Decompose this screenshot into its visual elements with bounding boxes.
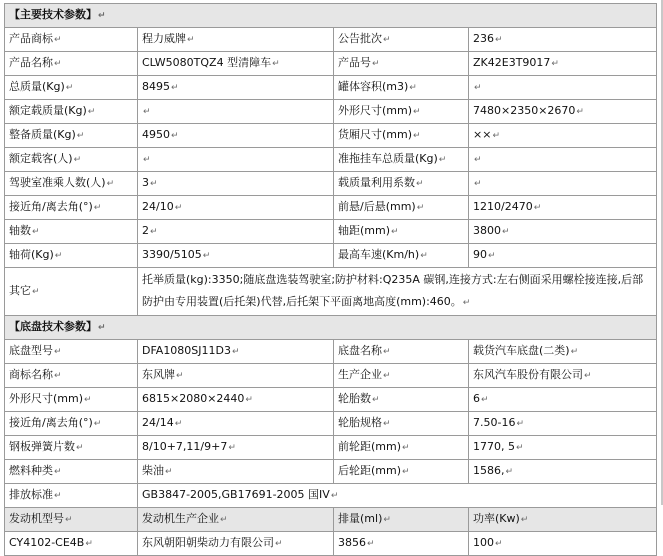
cell-text: 货厢尺寸(mm) xyxy=(338,128,413,141)
table-cell xyxy=(334,220,469,244)
cell-text: 轮胎规格 xyxy=(338,416,382,429)
paragraph-mark-icon: ↵ xyxy=(98,11,106,21)
cell-text: 1586, xyxy=(473,464,505,477)
section-title xyxy=(5,316,657,340)
table-row xyxy=(5,484,657,508)
paragraph-mark-icon: ↵ xyxy=(383,419,391,429)
table-cell xyxy=(469,220,657,244)
cell-text: 驾驶室准乘人数(人) xyxy=(9,176,106,189)
table-cell xyxy=(5,148,138,172)
table-row xyxy=(5,460,657,484)
cell-text: 3 xyxy=(142,176,149,189)
cell-text: DFA1080SJ11D3 xyxy=(142,344,231,357)
table-cell xyxy=(334,388,469,412)
paragraph-mark-icon: ↵ xyxy=(202,251,211,261)
paragraph-mark-icon: ↵ xyxy=(65,83,74,93)
table-cell xyxy=(5,100,138,124)
section-header-row xyxy=(5,316,657,340)
table-cell xyxy=(5,340,138,364)
paragraph-mark-icon: ↵ xyxy=(54,467,62,477)
paragraph-mark-icon: ↵ xyxy=(383,371,391,381)
paragraph-mark-icon: ↵ xyxy=(54,35,62,45)
table-cell xyxy=(138,244,334,268)
paragraph-mark-icon: ↵ xyxy=(65,515,73,525)
cell-text: 钢板弹簧片数 xyxy=(9,440,75,453)
paragraph-mark-icon: ↵ xyxy=(372,395,380,405)
paragraph-mark-icon: ↵ xyxy=(84,395,92,405)
paragraph-mark-icon: ↵ xyxy=(570,347,579,357)
cell-text: ×× xyxy=(473,128,492,141)
paragraph-mark-icon: ↵ xyxy=(492,131,500,141)
table-cell xyxy=(138,172,334,196)
cell-text: 商标名称 xyxy=(9,368,53,381)
cell-text: 产品号 xyxy=(338,56,371,69)
cell-text: 7.50-16 xyxy=(473,416,516,429)
paragraph-mark-icon: ↵ xyxy=(32,227,40,237)
table-cell xyxy=(469,388,657,412)
section-header-row xyxy=(5,4,657,28)
table-cell xyxy=(469,340,657,364)
paragraph-mark-icon: ↵ xyxy=(87,107,96,117)
table-row xyxy=(5,268,657,316)
cell-text: 东风牌 xyxy=(142,368,175,381)
spec-sheet xyxy=(4,3,656,556)
cell-text: 产品商标 xyxy=(9,32,53,45)
paragraph-mark-icon: ↵ xyxy=(413,107,421,117)
paragraph-mark-icon: ↵ xyxy=(516,419,525,429)
paragraph-mark-icon: ↵ xyxy=(584,371,592,381)
table-cell xyxy=(138,460,334,484)
table-row xyxy=(5,100,657,124)
paragraph-mark-icon: ↵ xyxy=(402,443,410,453)
paragraph-mark-icon: ↵ xyxy=(228,443,236,453)
cell-text: 东风汽车股份有限公司 xyxy=(473,368,583,381)
table-row xyxy=(5,364,657,388)
table-cell xyxy=(5,28,138,52)
cell-text: 前悬/后悬(mm) xyxy=(338,200,416,213)
cell-text: 7480×2350×2670 xyxy=(473,104,576,117)
table-cell xyxy=(138,220,334,244)
paragraph-mark-icon: ↵ xyxy=(409,83,417,93)
paragraph-mark-icon: ↵ xyxy=(54,371,62,381)
paragraph-mark-icon: ↵ xyxy=(174,203,183,213)
cell-text: 1770, 5 xyxy=(473,440,515,453)
paragraph-mark-icon: ↵ xyxy=(420,251,428,261)
table-cell xyxy=(5,412,138,436)
table-cell xyxy=(469,52,657,76)
cell-text: 整备质量(Kg) xyxy=(9,128,76,141)
paragraph-mark-icon: ↵ xyxy=(143,107,151,117)
table-row xyxy=(5,52,657,76)
cell-text: 其它 xyxy=(9,284,31,297)
cell-text: 3856 xyxy=(338,536,366,549)
paragraph-mark-icon: ↵ xyxy=(520,515,529,525)
table-row xyxy=(5,148,657,172)
table-cell xyxy=(334,52,469,76)
cell-text: 轴荷(Kg) xyxy=(9,248,54,261)
emission-label xyxy=(5,484,138,508)
table-row xyxy=(5,124,657,148)
table-cell xyxy=(469,532,657,556)
table-cell xyxy=(334,340,469,364)
table-row xyxy=(5,172,657,196)
table-cell xyxy=(5,76,138,100)
paragraph-mark-icon: ↵ xyxy=(85,539,93,549)
table-cell xyxy=(334,244,469,268)
table-row xyxy=(5,28,657,52)
cell-text: CY4102-CE4B xyxy=(9,536,85,549)
cell-text: 4950 xyxy=(142,128,170,141)
table-cell xyxy=(469,244,657,268)
table-cell xyxy=(469,76,657,100)
cell-text: 柴油 xyxy=(142,464,164,477)
paragraph-mark-icon: ↵ xyxy=(416,203,425,213)
table-row xyxy=(5,532,657,556)
table-row xyxy=(5,340,657,364)
cell-text: 程力威牌 xyxy=(142,32,186,45)
cell-text: 6 xyxy=(473,392,480,405)
paragraph-mark-icon: ↵ xyxy=(488,251,496,261)
table-row xyxy=(5,388,657,412)
paragraph-mark-icon: ↵ xyxy=(165,467,173,477)
paragraph-mark-icon: ↵ xyxy=(402,467,410,477)
column-header xyxy=(5,508,138,532)
table-cell xyxy=(334,172,469,196)
paragraph-mark-icon: ↵ xyxy=(76,443,84,453)
cell-text: 功率(Kw) xyxy=(473,512,520,525)
table-cell xyxy=(469,148,657,172)
paragraph-mark-icon: ↵ xyxy=(98,323,106,333)
paragraph-mark-icon: ↵ xyxy=(232,347,240,357)
cell-text: 【主要技术参数】 xyxy=(9,8,97,21)
paragraph-mark-icon: ↵ xyxy=(275,539,283,549)
table-cell xyxy=(469,28,657,52)
paragraph-mark-icon: ↵ xyxy=(474,83,482,93)
paragraph-mark-icon: ↵ xyxy=(481,395,489,405)
cell-text: 罐体容积(m3) xyxy=(338,80,409,93)
cell-text: 3390/5105 xyxy=(142,248,202,261)
cell-text: 载质量利用系数 xyxy=(338,176,415,189)
other-text xyxy=(138,268,657,316)
other-label xyxy=(5,268,138,316)
table-cell xyxy=(5,52,138,76)
cell-text: 8495 xyxy=(142,80,170,93)
cell-text: 发动机型号 xyxy=(9,512,64,525)
table-cell xyxy=(138,388,334,412)
paragraph-mark-icon: ↵ xyxy=(383,515,391,525)
cell-text: 90 xyxy=(473,248,487,261)
paragraph-mark-icon: ↵ xyxy=(54,491,62,501)
paragraph-mark-icon: ↵ xyxy=(171,131,179,141)
cell-text: 24/14 xyxy=(142,416,174,429)
table-row xyxy=(5,412,657,436)
table-cell xyxy=(5,220,138,244)
column-header xyxy=(138,508,334,532)
table-cell xyxy=(5,364,138,388)
cell-text: 8/10+7,11/9+7 xyxy=(142,440,228,453)
emission-value xyxy=(138,484,657,508)
cell-text: 东风朝阳朝柴动力有限公司 xyxy=(142,536,274,549)
paragraph-mark-icon: ↵ xyxy=(272,59,280,69)
paragraph-mark-icon: ↵ xyxy=(54,59,62,69)
table-cell xyxy=(5,460,138,484)
column-header xyxy=(469,508,657,532)
paragraph-mark-icon: ↵ xyxy=(516,443,524,453)
cell-text: 产品名称 xyxy=(9,56,53,69)
table-row xyxy=(5,436,657,460)
table-cell xyxy=(5,196,138,220)
paragraph-mark-icon: ↵ xyxy=(143,155,151,165)
paragraph-mark-icon: ↵ xyxy=(502,227,510,237)
paragraph-mark-icon: ↵ xyxy=(32,287,40,297)
paragraph-mark-icon: ↵ xyxy=(413,131,421,141)
cell-text: 【底盘技术参数】 xyxy=(9,320,97,333)
cell-text: 生产企业 xyxy=(338,368,382,381)
cell-text: 236 xyxy=(473,32,494,45)
cell-text: 轴数 xyxy=(9,224,31,237)
paragraph-mark-icon: ↵ xyxy=(438,155,447,165)
table-cell xyxy=(469,412,657,436)
table-cell xyxy=(334,124,469,148)
table-row xyxy=(5,76,657,100)
table-row xyxy=(5,220,657,244)
cell-text: 发动机生产企业 xyxy=(142,512,219,525)
table-cell xyxy=(138,76,334,100)
paragraph-mark-icon: ↵ xyxy=(93,203,102,213)
paragraph-mark-icon: ↵ xyxy=(474,155,482,165)
table-cell xyxy=(469,196,657,220)
paragraph-mark-icon: ↵ xyxy=(495,35,503,45)
paragraph-mark-icon: ↵ xyxy=(150,179,158,189)
table-cell xyxy=(138,100,334,124)
table-cell xyxy=(334,436,469,460)
cell-text: 额定载客(人) xyxy=(9,152,73,165)
cell-text: 载货汽车底盘(二类) xyxy=(473,344,570,357)
cell-text: CLW5080TQZ4 型清障车 xyxy=(142,56,272,69)
cell-text: 托举质量(kg):3350;随底盘选装驾驶室;防护材料:Q235A 碳钢,连接方式:左右侧面采用螺栓接连接,后部防护由专用装置(后托架)代替,后托架下平面离地高度(mm):460。 xyxy=(142,273,644,308)
paragraph-mark-icon: ↵ xyxy=(330,491,339,501)
table-cell xyxy=(334,28,469,52)
cell-text: 接近角/离去角(°) xyxy=(9,200,93,213)
table-cell xyxy=(5,388,138,412)
cell-text: 总质量(Kg) xyxy=(9,80,65,93)
cell-text: 准拖挂车总质量(Kg) xyxy=(338,152,438,165)
engine-header-row xyxy=(5,508,657,532)
paragraph-mark-icon: ↵ xyxy=(416,179,424,189)
paragraph-mark-icon: ↵ xyxy=(576,107,584,117)
table-cell xyxy=(138,436,334,460)
paragraph-mark-icon: ↵ xyxy=(176,371,184,381)
paragraph-mark-icon: ↵ xyxy=(54,251,63,261)
table-cell xyxy=(334,196,469,220)
table-cell xyxy=(5,172,138,196)
cell-text: GB3847-2005,GB17691-2005 国IV xyxy=(142,488,330,501)
cell-text: 额定载质量(Kg) xyxy=(9,104,87,117)
table-cell xyxy=(469,460,657,484)
paragraph-mark-icon: ↵ xyxy=(533,203,542,213)
cell-text: ZK42E3T9017 xyxy=(473,56,551,69)
table-cell xyxy=(469,100,657,124)
cell-text: 轮胎数 xyxy=(338,392,371,405)
table-cell xyxy=(469,172,657,196)
table-cell xyxy=(5,436,138,460)
table-row xyxy=(5,196,657,220)
paragraph-mark-icon: ↵ xyxy=(174,419,183,429)
cell-text: 底盘名称 xyxy=(338,344,382,357)
paragraph-mark-icon: ↵ xyxy=(150,227,158,237)
paragraph-mark-icon: ↵ xyxy=(462,298,471,308)
table-cell xyxy=(138,412,334,436)
paragraph-mark-icon: ↵ xyxy=(171,83,179,93)
cell-text: 外形尺寸(mm) xyxy=(9,392,84,405)
table-cell xyxy=(138,532,334,556)
paragraph-mark-icon: ↵ xyxy=(76,131,85,141)
table-cell xyxy=(334,412,469,436)
table-cell xyxy=(469,364,657,388)
spec-table xyxy=(4,3,657,556)
cell-text: 公告批次 xyxy=(338,32,382,45)
cell-text: 排量(ml) xyxy=(338,512,383,525)
paragraph-mark-icon: ↵ xyxy=(73,155,82,165)
paragraph-mark-icon: ↵ xyxy=(383,35,391,45)
table-cell xyxy=(5,124,138,148)
table-cell xyxy=(138,196,334,220)
table-cell xyxy=(138,124,334,148)
paragraph-mark-icon: ↵ xyxy=(495,539,503,549)
table-cell xyxy=(138,28,334,52)
paragraph-mark-icon: ↵ xyxy=(383,347,391,357)
cell-text: 3800 xyxy=(473,224,501,237)
cell-text: 后轮距(mm) xyxy=(338,464,402,477)
cell-text: 外形尺寸(mm) xyxy=(338,104,413,117)
paragraph-mark-icon: ↵ xyxy=(245,395,253,405)
paragraph-mark-icon: ↵ xyxy=(106,179,115,189)
cell-text: 排放标准 xyxy=(9,488,53,501)
cell-text: 轴距(mm) xyxy=(338,224,391,237)
cell-text: 2 xyxy=(142,224,149,237)
paragraph-mark-icon: ↵ xyxy=(372,59,380,69)
paragraph-mark-icon: ↵ xyxy=(367,539,375,549)
table-cell xyxy=(334,100,469,124)
table-row xyxy=(5,244,657,268)
table-cell xyxy=(469,124,657,148)
paragraph-mark-icon: ↵ xyxy=(474,179,482,189)
cell-text: 底盘型号 xyxy=(9,344,53,357)
table-cell xyxy=(334,460,469,484)
table-cell xyxy=(138,52,334,76)
table-cell xyxy=(334,532,469,556)
paragraph-mark-icon: ↵ xyxy=(551,59,559,69)
paragraph-mark-icon: ↵ xyxy=(187,35,195,45)
paragraph-mark-icon: ↵ xyxy=(391,227,399,237)
section-title xyxy=(5,4,657,28)
table-cell xyxy=(469,436,657,460)
cell-text: 前轮距(mm) xyxy=(338,440,402,453)
table-cell xyxy=(138,340,334,364)
paragraph-mark-icon: ↵ xyxy=(93,419,102,429)
cell-text: 燃料种类 xyxy=(9,464,53,477)
table-cell xyxy=(334,76,469,100)
column-header xyxy=(334,508,469,532)
table-cell xyxy=(5,244,138,268)
table-cell xyxy=(334,148,469,172)
table-cell xyxy=(5,532,138,556)
table-cell xyxy=(138,364,334,388)
cell-text: 1210/2470 xyxy=(473,200,533,213)
paragraph-mark-icon: ↵ xyxy=(54,347,62,357)
cell-text: 接近角/离去角(°) xyxy=(9,416,93,429)
cell-text: 24/10 xyxy=(142,200,174,213)
table-cell xyxy=(334,364,469,388)
table-cell xyxy=(138,148,334,172)
cell-text: 最高车速(Km/h) xyxy=(338,248,420,261)
cell-text: 6815×2080×2440 xyxy=(142,392,245,405)
paragraph-mark-icon: ↵ xyxy=(505,467,514,477)
cell-text: 100 xyxy=(473,536,494,549)
paragraph-mark-icon: ↵ xyxy=(220,515,228,525)
